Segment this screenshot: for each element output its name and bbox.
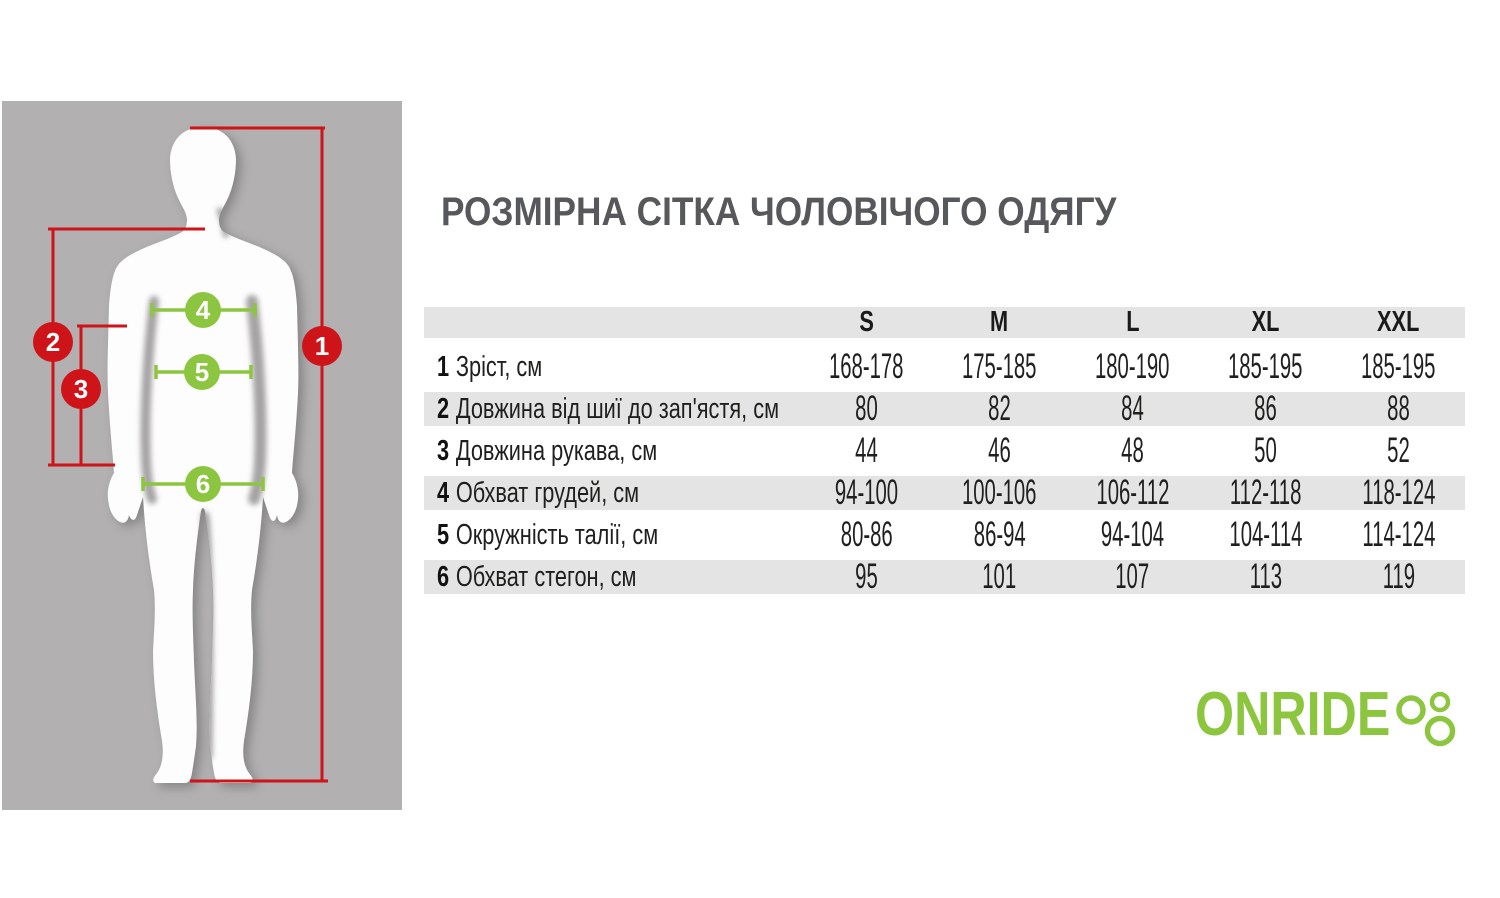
header-spacer	[424, 307, 800, 338]
size-value-cell: 86-94	[973, 515, 1026, 554]
table-row	[424, 514, 1465, 556]
size-value-cell: 101	[982, 557, 1017, 596]
size-table-header	[424, 307, 1465, 338]
size-value-cell: 94-100	[834, 473, 899, 512]
logo-rings-icon	[1395, 688, 1465, 750]
size-header-m: M	[990, 306, 1009, 338]
row-label: 5 Окружність талії, см	[437, 518, 659, 551]
marker-1-number: 1	[314, 331, 330, 362]
row-label: 3 Довжина рукава, см	[437, 434, 658, 467]
size-value-cell: 86	[1254, 389, 1277, 428]
size-header-s: S	[859, 306, 874, 338]
size-value-cell: 185-195	[1361, 347, 1436, 386]
size-value-cell: 112-118	[1229, 473, 1302, 512]
size-value-cell: 82	[988, 389, 1011, 428]
size-value-cell: 106-112	[1095, 473, 1169, 512]
row-label: 1 Зріст, см	[437, 350, 543, 383]
size-value-cell: 175-185	[962, 347, 1037, 386]
size-value-cell: 114-124	[1361, 515, 1435, 554]
brand-logo-text: ONRIDE	[1195, 680, 1391, 749]
size-value-cell: 84	[1121, 389, 1144, 428]
marker-3-number: 3	[73, 374, 89, 405]
row-label: 6 Обхват стегон, см	[437, 560, 637, 593]
size-value-cell: 80	[855, 389, 878, 428]
size-header-xl: XL	[1251, 306, 1280, 338]
size-table-body	[424, 346, 1465, 598]
size-value-cell: 185-195	[1228, 347, 1303, 386]
size-value-cell: 50	[1254, 431, 1277, 470]
size-header-xxl: XXL	[1377, 306, 1420, 338]
body-measurement-diagram	[2, 101, 402, 810]
size-header-l: L	[1125, 306, 1140, 338]
size-value-cell: 118-124	[1361, 473, 1435, 512]
size-value-cell: 88	[1387, 389, 1410, 428]
size-value-cell: 100-106	[962, 473, 1037, 512]
marker-5-number: 5	[194, 357, 210, 388]
size-value-cell: 95	[855, 557, 878, 596]
table-row	[424, 472, 1465, 514]
body-measurement-panel	[2, 101, 402, 810]
size-value-cell: 104-114	[1228, 515, 1302, 554]
size-value-cell: 44	[855, 431, 878, 470]
size-value-cell: 113	[1249, 557, 1282, 596]
page-title: РОЗМІРНА СІТКА ЧОЛОВІЧОГО ОДЯГУ	[441, 190, 1117, 234]
table-row	[424, 430, 1465, 472]
row-label: 2 Довжина від шиї до зап'ястя, см	[437, 392, 780, 425]
size-value-cell: 180-190	[1095, 347, 1170, 386]
size-value-cell: 46	[988, 431, 1011, 470]
table-row	[424, 388, 1465, 430]
size-value-cell: 107	[1115, 557, 1150, 596]
size-value-cell: 52	[1387, 431, 1410, 470]
size-value-cell: 48	[1121, 431, 1144, 470]
table-row	[424, 346, 1465, 388]
row-label: 4 Обхват грудей, см	[437, 476, 640, 509]
marker-4-number: 4	[195, 295, 211, 326]
size-value-cell: 119	[1382, 557, 1415, 596]
size-value-cell: 80-86	[840, 515, 893, 554]
size-value-cell: 168-178	[829, 347, 904, 386]
marker-6-number: 6	[195, 469, 211, 500]
table-row	[424, 556, 1465, 598]
marker-2-number: 2	[45, 327, 61, 358]
size-value-cell: 94-104	[1100, 515, 1165, 554]
human-silhouette	[108, 127, 299, 783]
